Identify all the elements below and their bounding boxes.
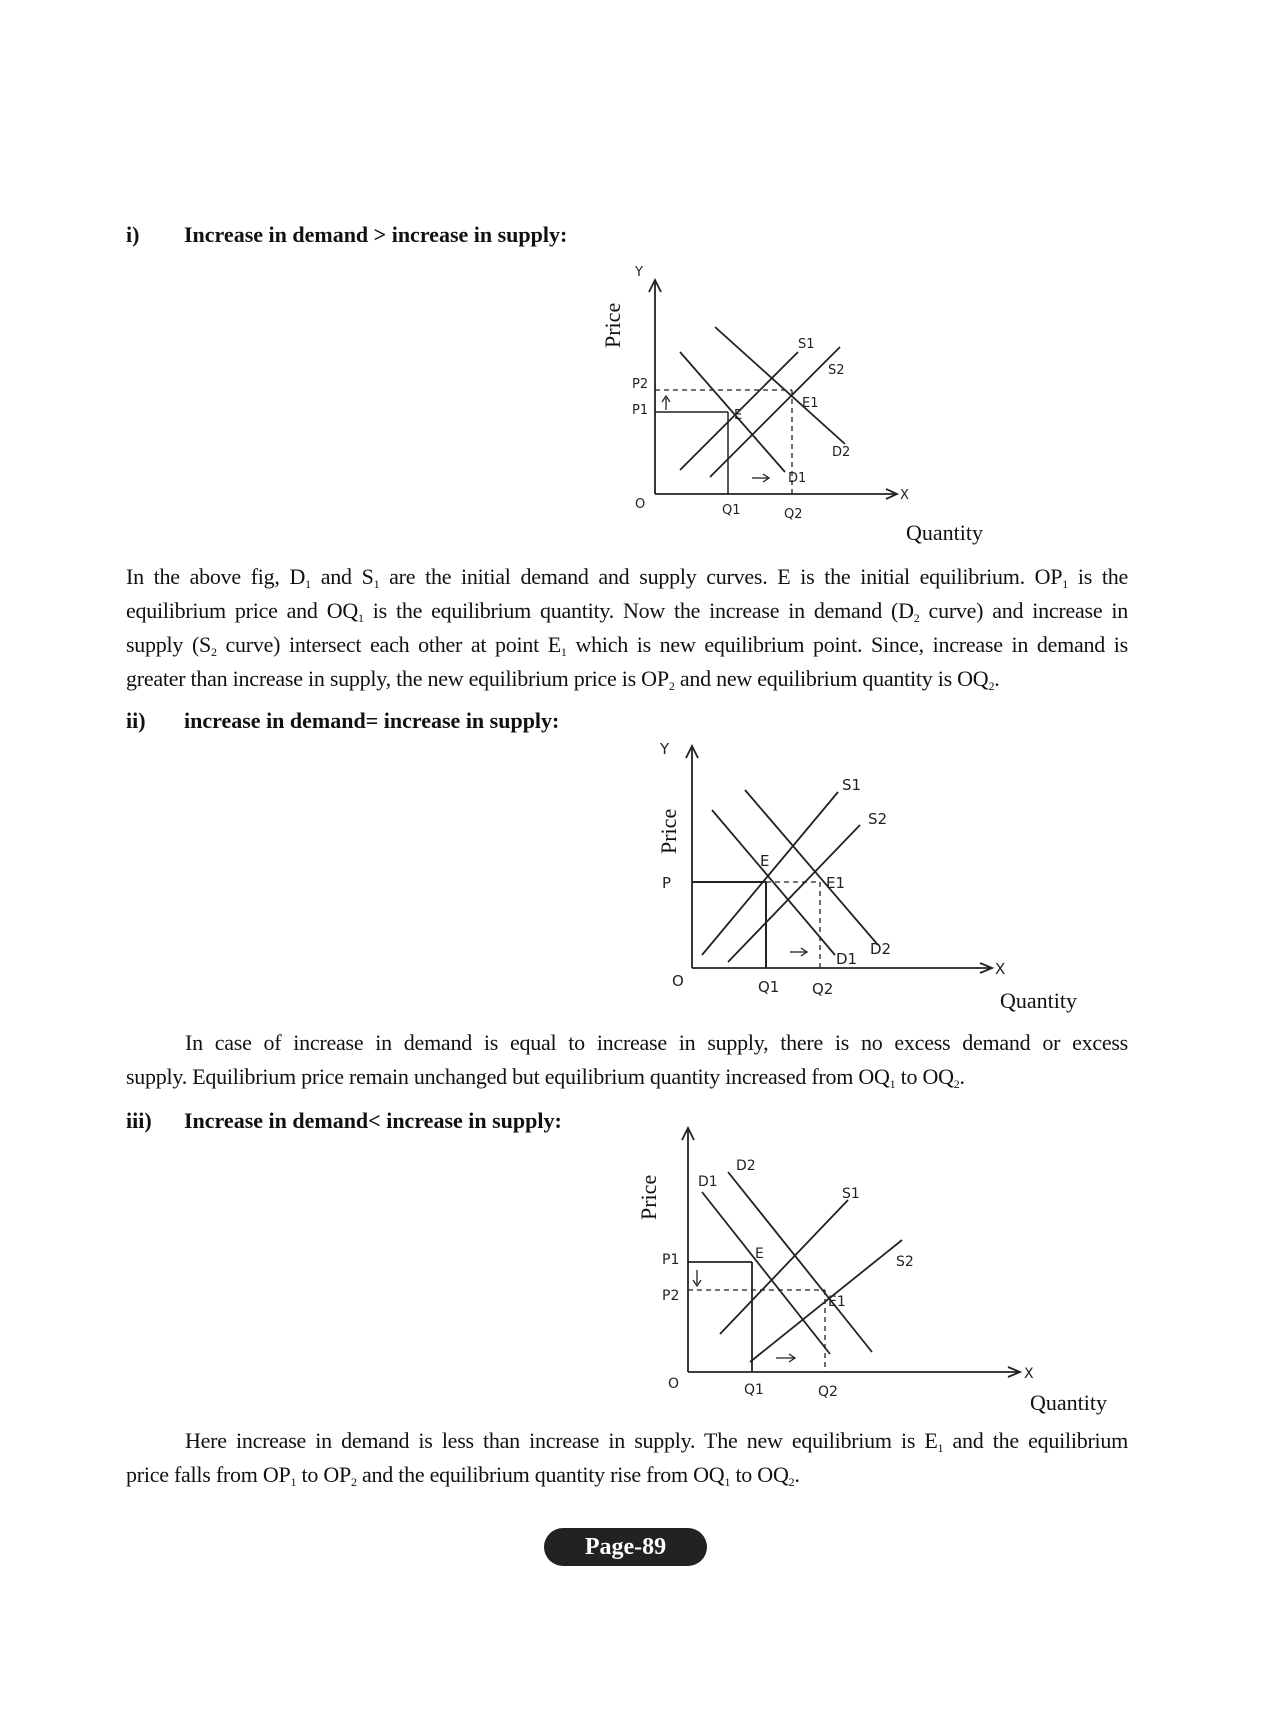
origin-label: O xyxy=(635,497,646,512)
s2-label: S2 xyxy=(828,363,845,378)
demand-curve-d1 xyxy=(702,1192,830,1354)
q2-label: Q2 xyxy=(812,980,834,998)
d1-label: D1 xyxy=(788,471,807,486)
p2-label: P2 xyxy=(632,377,649,392)
s2-label: S2 xyxy=(868,810,888,828)
quantity-label: Quantity xyxy=(1000,988,1077,1013)
section-number: iii) xyxy=(126,1108,152,1133)
figure-2-diagram xyxy=(640,730,1060,1000)
demand-curve-d2 xyxy=(715,327,845,444)
e-label: E xyxy=(760,852,770,870)
para-line: price falls from $OP_1$ to $OP_2$ and the equilibrium quantity rise from $OQ_1$ to $OQ_2$. xyxy=(126,1462,800,1489)
d1-label: D1 xyxy=(698,1174,718,1190)
q1-label: Q1 xyxy=(722,503,741,518)
supply-curve-s2 xyxy=(710,347,840,477)
origin-label: O xyxy=(668,1376,680,1392)
x-axis-label: X xyxy=(900,488,909,503)
p1-label: P1 xyxy=(632,403,649,418)
d2-label: D2 xyxy=(870,940,892,958)
section-heading-1 xyxy=(126,222,826,252)
q2-label: Q2 xyxy=(784,507,803,522)
supply-curve-s1 xyxy=(720,1200,848,1334)
e1-label: E1 xyxy=(802,396,819,411)
x-axis-label: X xyxy=(995,960,1006,978)
price-label: Price xyxy=(656,808,681,854)
page-number-badge: Page-89 xyxy=(544,1528,707,1566)
section-number: ii) xyxy=(126,708,146,733)
p-label: P xyxy=(662,874,672,892)
e1-label: E1 xyxy=(828,1294,846,1310)
y-axis-label: Y xyxy=(635,265,643,280)
e1-label: E1 xyxy=(826,874,846,892)
para-line: Here increase in demand is less than increase in supply. The new equilibrium is $E_1$ and the equilibrium xyxy=(185,1428,1128,1455)
e-label: E xyxy=(755,1246,764,1262)
s1-label: S1 xyxy=(798,337,815,352)
quantity-label: Quantity xyxy=(906,520,983,545)
paragraph-3 xyxy=(126,1424,1128,1492)
quantity-label: Quantity xyxy=(1030,1390,1107,1415)
figure-3-diagram xyxy=(640,1122,1100,1402)
section-title: Increase in demand > increase in supply: xyxy=(184,222,568,247)
s1-label: S1 xyxy=(842,776,862,794)
para-line: In the above fig, $D_1$ and $S_1$ are the initial demand and supply curves. E is the initial equilibrium. $OP_1$ is the xyxy=(126,564,1128,591)
s2-label: S2 xyxy=(896,1254,914,1270)
d2-label: D2 xyxy=(832,445,851,460)
figure-1-diagram xyxy=(580,262,1020,562)
para-line: greater than increase in supply, the new equilibrium price is $OP_2$ and new equilibrium quantity is $OQ_2$. xyxy=(126,666,1000,693)
section-number: i) xyxy=(126,222,140,247)
q1-label: Q1 xyxy=(744,1382,764,1398)
figure-2-price-label-wrap xyxy=(656,790,686,860)
section-title: Increase in demand< increase in supply: xyxy=(184,1108,562,1133)
x-axis-label: X xyxy=(1024,1366,1034,1382)
paragraph-1 xyxy=(126,560,1128,696)
figure-1-price-label-wrap xyxy=(600,286,630,356)
para-line: supply ($S_2$ curve) intersect each other at point $E_1$ which is new equilibrium point. Since, increase in demand is xyxy=(126,632,1128,659)
d1-label: D1 xyxy=(836,950,858,968)
q2-label: Q2 xyxy=(818,1384,838,1400)
para-line: supply. Equilibrium price remain unchanged but equilibrium quantity increased from $OQ_1$ to $OQ_2$. xyxy=(126,1064,965,1091)
p1-label: P1 xyxy=(662,1252,680,1268)
price-label: Price xyxy=(636,1174,661,1220)
e-label: E xyxy=(734,408,743,423)
origin-label: O xyxy=(672,972,684,990)
s1-label: S1 xyxy=(842,1186,860,1202)
paragraph-2 xyxy=(126,1026,1128,1094)
price-label: Price xyxy=(600,302,625,348)
para-line: equilibrium price and $OQ_1$ is the equilibrium quantity. Now the increase in demand ($D_2$ curve) and increase in xyxy=(126,598,1128,625)
d2-label: D2 xyxy=(736,1158,756,1174)
figure-3-price-label-wrap xyxy=(636,1156,666,1226)
para-line: In case of increase in demand is equal to increase in supply, there is no excess demand or excess xyxy=(185,1030,1128,1055)
section-title: increase in demand= increase in supply: xyxy=(184,708,560,733)
q1-label: Q1 xyxy=(758,978,780,996)
p2-label: P2 xyxy=(662,1288,680,1304)
y-axis-label: Y xyxy=(660,740,670,758)
supply-curve-s2 xyxy=(750,1240,902,1362)
